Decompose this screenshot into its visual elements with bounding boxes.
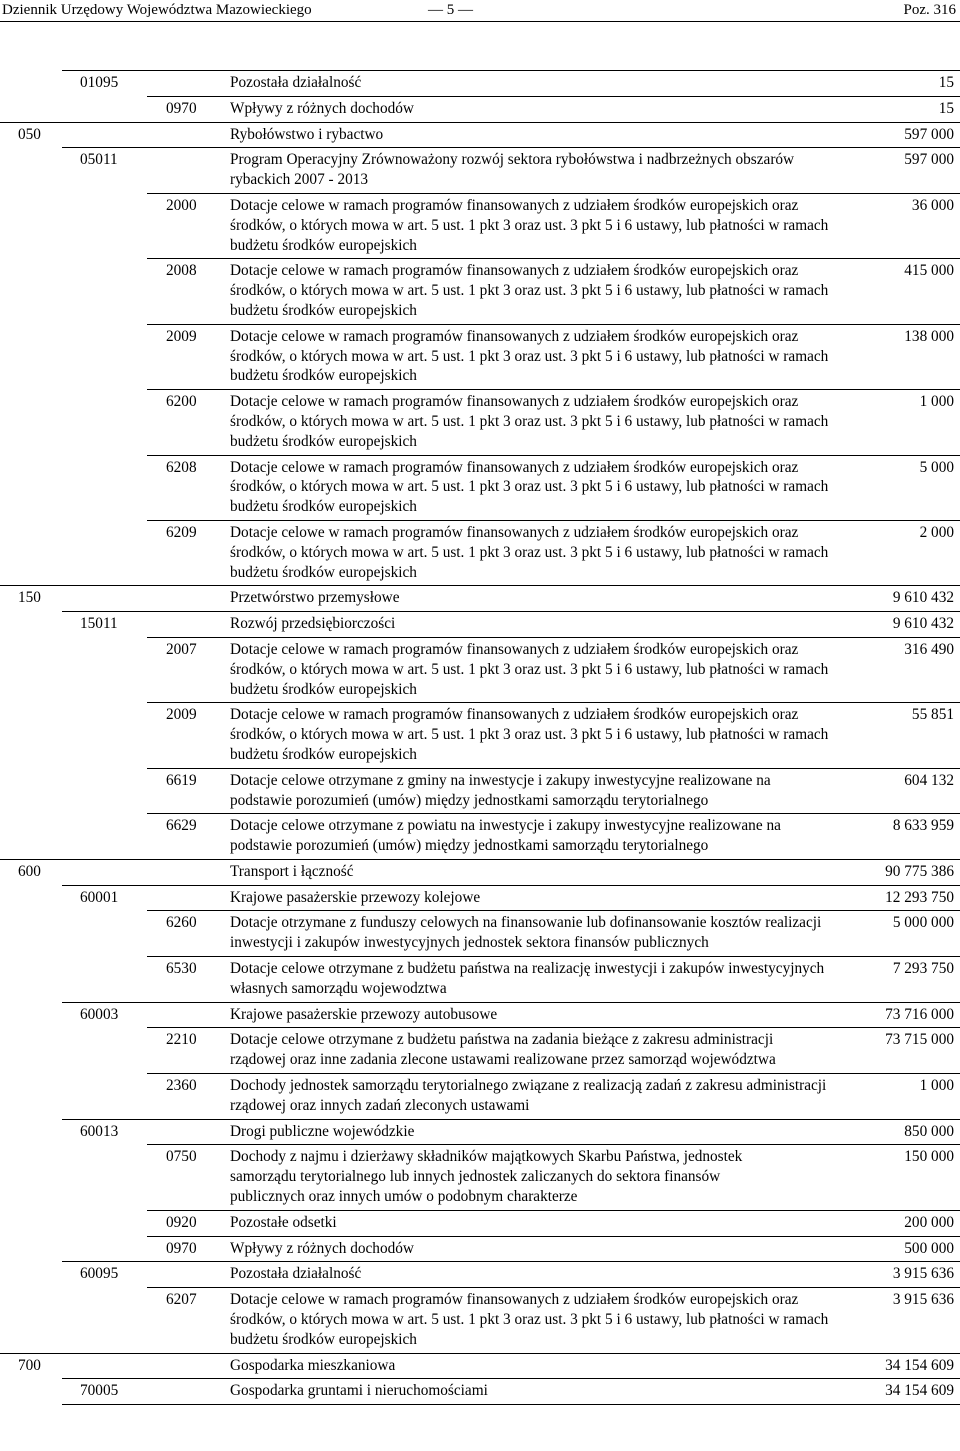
row-description: Dochody jednostek samorządu terytorialnego związane z realizacją zadań z zakresu administracji rządowej oraz innych zadań zleconych ustawami <box>230 1077 827 1114</box>
table-row <box>62 1119 960 1145</box>
row-amount: 15 <box>938 74 954 91</box>
row-description: Dochody z najmu i dzierżawy składników majątkowych Skarbu Państwa, jednostek samorządu terytorialnego lub innych jednostek zaliczanych do sektora finansów publicznych oraz innych umów o podobnym charakterze <box>230 1148 743 1206</box>
row-description: Pozostała działalność <box>230 1265 362 1283</box>
classification-code: 60003 <box>80 1005 119 1023</box>
row-description: Dotacje celowe w ramach programów finansowanych z udziałem środków europejskich oraz środków, o których mowa w art. 5 ust. 1 pkt 3 oraz ust. 3 pkt 5 i 6 ustawy, lub płatności w ramach budżetu środków europejskich <box>230 523 829 581</box>
row-description: Dotacje celowe w ramach programów finansowanych z udziałem środków europejskich oraz środków, o których mowa w art. 5 ust. 1 pkt 3 oraz ust. 3 pkt 5 i 6 ustawy, lub płatności w ramach budżetu środków europejskich <box>230 706 829 763</box>
row-amount: 15 <box>938 99 954 117</box>
table-row <box>147 813 960 859</box>
classification-code: 60013 <box>80 1122 119 1140</box>
table-row <box>147 956 960 1002</box>
classification-code: 60001 <box>80 888 119 906</box>
table-row <box>147 1144 960 1209</box>
row-amount: 5 000 <box>919 458 954 476</box>
table-row <box>147 1210 960 1236</box>
row-description: Dotacje celowe w ramach programów finansowanych z udziałem środków europejskich oraz środków, o których mowa w art. 5 ust. 1 pkt 3 oraz ust. 3 pkt 5 i 6 ustawy, lub płatności w ramach budżetu środków europejskich <box>230 458 829 516</box>
row-description: Dotacje celowe w ramach programów finansowanych z udziałem środków europejskich oraz środków, o których mowa w art. 5 ust. 1 pkt 3 oraz ust. 3 pkt 5 i 6 ustawy, lub płatności w ramach budżetu środków europejskich <box>230 196 829 254</box>
table-row <box>147 96 960 122</box>
row-amount: 7 293 750 <box>892 960 954 978</box>
row-amount: 850 000 <box>904 1122 954 1140</box>
budget-table <box>0 70 960 1405</box>
row-amount: 597 000 <box>904 151 954 169</box>
row-description: Rybołówstwo i rybactwo <box>230 125 384 143</box>
row-amount: 500 000 <box>904 1239 954 1257</box>
table-row <box>62 147 960 193</box>
header-divider <box>0 21 960 22</box>
row-amount: 34 154 609 <box>885 1356 954 1374</box>
classification-code: 0970 <box>166 99 197 117</box>
classification-code: 050 <box>18 125 41 143</box>
row-amount: 90 775 386 <box>885 862 954 880</box>
row-description: Dotacje celowe w ramach programów finansowanych z udziałem środków europejskich oraz środków, o których mowa w art. 5 ust. 1 pkt 3 oraz ust. 3 pkt 5 i 6 ustawy, lub płatności w ramach budżetu środków europejskich <box>230 262 829 319</box>
table-row <box>147 193 960 258</box>
row-description: Dotacje celowe otrzymane z budżetu państwa na zadania bieżące z zakresu administracji rządowej oraz inne zadania zlecone ustawami realizowane przez samorząd województwa <box>230 1031 776 1069</box>
classification-code: 6530 <box>166 960 197 978</box>
row-amount: 3 915 636 <box>892 1265 954 1283</box>
classification-code: 6207 <box>166 1291 197 1309</box>
table-row <box>147 1287 960 1352</box>
row-description: Drogi publiczne wojewódzkie <box>230 1122 415 1140</box>
row-amount: 12 293 750 <box>885 888 954 906</box>
row-description: Program Operacyjny Zrównoważony rozwój sektora rybołówstwa i nadbrzeżnych obszarów rybackich 2007 - 2013 <box>230 151 795 189</box>
row-amount: 316 490 <box>904 640 954 658</box>
row-amount: 604 132 <box>904 771 954 789</box>
classification-code: 6629 <box>166 817 197 835</box>
classification-code: 600 <box>18 862 41 880</box>
classification-code: 2009 <box>166 706 197 724</box>
classification-code: 2007 <box>166 640 197 658</box>
classification-code: 2009 <box>166 327 197 345</box>
row-amount: 34 154 609 <box>885 1382 954 1400</box>
classification-code: 01095 <box>80 74 119 91</box>
row-description: Gospodarka mieszkaniowa <box>230 1356 396 1374</box>
table-row <box>147 637 960 702</box>
table-row <box>147 910 960 956</box>
row-description: Pozostałe odsetki <box>230 1213 337 1231</box>
position-number: Poz. 316 <box>903 2 956 18</box>
row-description: Dotacje celowe w ramach programów finansowanych z udziałem środków europejskich oraz środków, o których mowa w art. 5 ust. 1 pkt 3 oraz ust. 3 pkt 5 i 6 ustawy, lub płatności w ramach budżetu środków europejskich <box>230 327 829 385</box>
table-row <box>147 1073 960 1119</box>
classification-code: 2360 <box>166 1077 197 1095</box>
journal-title: Dziennik Urzędowy Województwa Mazowieckiego <box>2 2 312 18</box>
row-description: Dotacje celowe otrzymane z budżetu państwa na realizację inwestycji i zakupów inwestycyjnych własnych samorządu wojewodztwa <box>230 960 825 997</box>
row-description: Transport i łączność <box>230 862 354 880</box>
table-row <box>147 455 960 520</box>
row-amount: 1 000 <box>919 393 954 411</box>
classification-code: 2210 <box>166 1031 197 1049</box>
row-description: Dotacje celowe w ramach programów finansowanych z udziałem środków europejskich oraz środków, o których mowa w art. 5 ust. 1 pkt 3 oraz ust. 3 pkt 5 i 6 ustawy, lub płatności w ramach budżetu środków europejskich <box>230 1291 829 1348</box>
row-description: Dotacje otrzymane z funduszy celowych na finansowanie lub dofinansowanie kosztów realizacji inwestycji i zakupów inwestycyjnych jednostek sektora finansów publicznych <box>230 914 822 952</box>
classification-code: 0920 <box>166 1213 197 1231</box>
row-amount: 200 000 <box>904 1213 954 1231</box>
classification-code: 2008 <box>166 262 197 280</box>
classification-code: 6619 <box>166 771 197 789</box>
row-amount: 9 610 432 <box>892 589 954 607</box>
row-description: Gospodarka gruntami i nieruchomościami <box>230 1382 488 1400</box>
row-description: Wpływy z różnych dochodów <box>230 99 414 117</box>
classification-code: 0750 <box>166 1148 197 1166</box>
table-row <box>62 885 960 911</box>
row-amount: 73 715 000 <box>885 1031 954 1049</box>
page-number: — 5 — <box>428 2 473 18</box>
table-row <box>147 702 960 767</box>
row-amount: 415 000 <box>904 262 954 280</box>
row-amount: 73 716 000 <box>885 1005 954 1023</box>
row-description: Wpływy z różnych dochodów <box>230 1239 414 1257</box>
row-amount: 2 000 <box>919 523 954 541</box>
table-row <box>62 70 960 96</box>
row-description: Dotacje celowe w ramach programów finansowanych z udziałem środków europejskich oraz środków, o których mowa w art. 5 ust. 1 pkt 3 oraz ust. 3 pkt 5 i 6 ustawy, lub płatności w ramach budżetu środków europejskich <box>230 393 829 450</box>
row-amount: 138 000 <box>904 327 954 345</box>
table-row <box>0 1353 960 1379</box>
table-row <box>147 520 960 585</box>
table-row <box>0 122 960 148</box>
row-description: Rozwój przedsiębiorczości <box>230 615 396 633</box>
row-amount: 36 000 <box>911 196 954 214</box>
table-row <box>0 585 960 611</box>
classification-code: 6200 <box>166 393 197 411</box>
classification-code: 05011 <box>80 151 118 169</box>
page-header <box>0 0 960 22</box>
table-row <box>147 258 960 323</box>
row-amount: 150 000 <box>904 1148 954 1166</box>
classification-code: 2000 <box>166 196 197 214</box>
row-description: Przetwórstwo przemysłowe <box>230 589 400 607</box>
table-row <box>0 859 960 885</box>
row-amount: 3 915 636 <box>892 1291 954 1309</box>
row-description: Dotacje celowe otrzymane z powiatu na inwestycje i zakupy inwestycyjne realizowane na podstawie porozumień (umów) między jednostkami samorządu terytorialnego <box>230 817 781 855</box>
table-row <box>62 1002 960 1028</box>
table-row <box>147 324 960 389</box>
table-row <box>62 1261 960 1287</box>
row-description: Pozostała działalność <box>230 74 362 91</box>
classification-code: 6209 <box>166 523 197 541</box>
table-row <box>147 389 960 454</box>
classification-code: 60095 <box>80 1265 119 1283</box>
row-amount: 55 851 <box>911 706 954 724</box>
row-description: Dotacje celowe otrzymane z gminy na inwestycje i zakupy inwestycyjne realizowane na podstawie porozumień (umów) między jednostkami samorządu terytorialnego <box>230 771 771 809</box>
row-description: Krajowe pasażerskie przewozy kolejowe <box>230 888 481 906</box>
classification-code: 70005 <box>80 1382 119 1400</box>
classification-code: 0970 <box>166 1239 197 1257</box>
classification-code: 15011 <box>80 615 118 633</box>
row-description: Krajowe pasażerskie przewozy autobusowe <box>230 1005 498 1023</box>
table-row <box>62 611 960 637</box>
row-amount: 1 000 <box>919 1077 954 1095</box>
row-amount: 597 000 <box>904 125 954 143</box>
row-description: Dotacje celowe w ramach programów finansowanych z udziałem środków europejskich oraz środków, o których mowa w art. 5 ust. 1 pkt 3 oraz ust. 3 pkt 5 i 6 ustawy, lub płatności w ramach budżetu środków europejskich <box>230 640 829 698</box>
table-row <box>147 1027 960 1073</box>
classification-code: 6260 <box>166 914 197 932</box>
table-row <box>147 768 960 814</box>
table-row <box>62 1378 960 1405</box>
row-amount: 5 000 000 <box>892 914 954 932</box>
row-amount: 9 610 432 <box>892 615 954 633</box>
classification-code: 150 <box>18 589 41 607</box>
table-row <box>147 1236 960 1262</box>
row-amount: 8 633 959 <box>892 817 954 835</box>
classification-code: 6208 <box>166 458 197 476</box>
classification-code: 700 <box>18 1356 41 1374</box>
